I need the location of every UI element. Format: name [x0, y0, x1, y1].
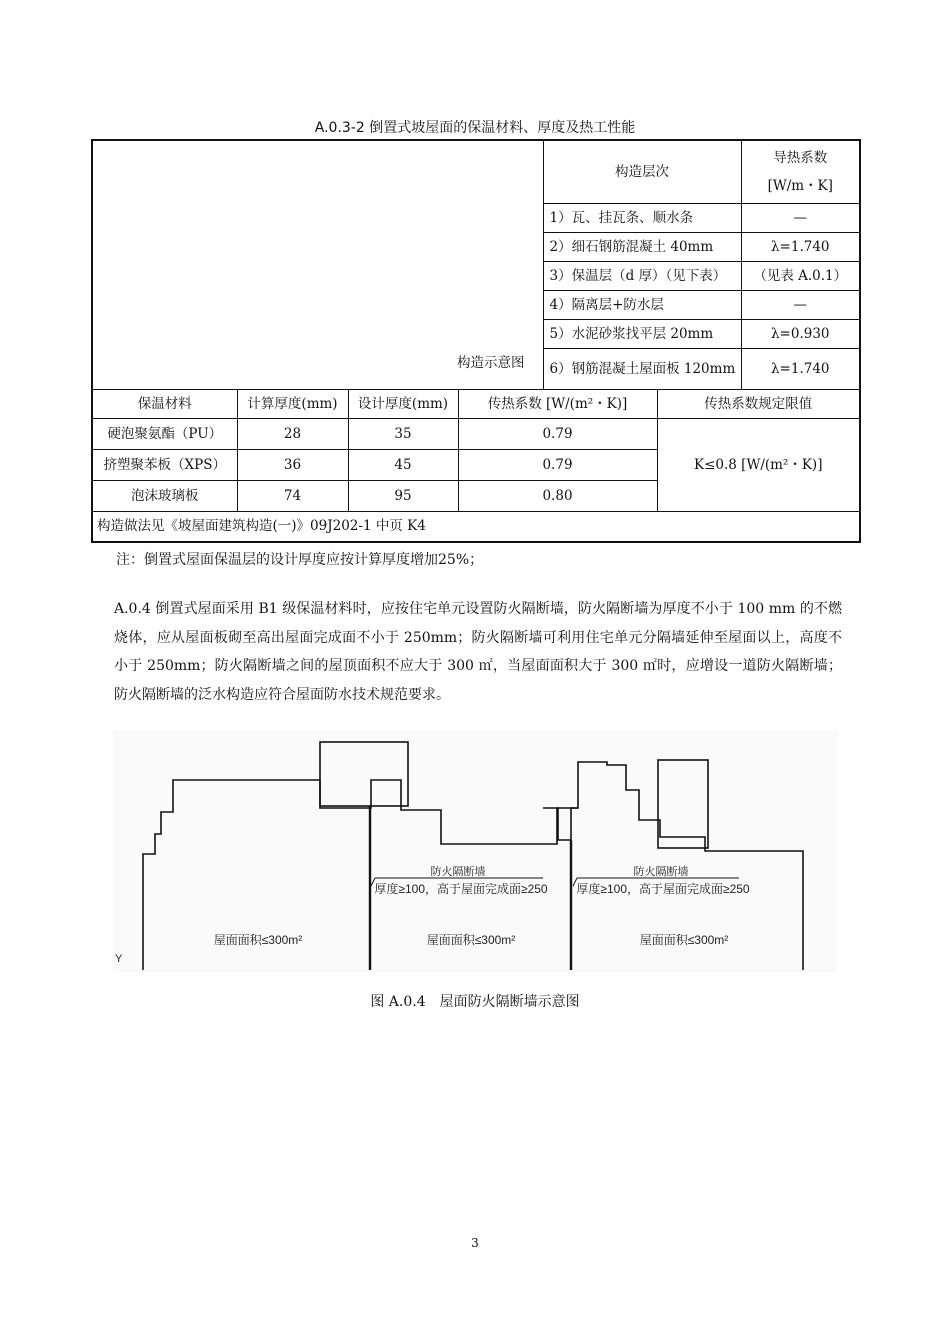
wall-label-left: 防火隔断墙: [430, 866, 486, 878]
column-header: 设计厚度(mm): [348, 390, 458, 419]
area-label-1: 屋面面积≤300m²: [213, 933, 303, 947]
design-thickness-cell: 45: [348, 450, 458, 481]
header-conductivity-line2: [W/m・K]: [767, 178, 833, 194]
calc-thickness-cell: 36: [237, 450, 348, 481]
wall-spec-right: 厚度≥100，高于屋面完成面≥250: [576, 882, 750, 896]
k-value-cell: 0.79: [458, 450, 657, 481]
layer-value: λ=1.740: [741, 233, 860, 262]
design-thickness-cell: 35: [348, 419, 458, 450]
layer-name: 5）水泥砂浆找平层 20mm: [543, 320, 741, 349]
column-header: 保温材料: [92, 390, 237, 419]
layer-name: 2）细石钢筋混凝土 40mm: [543, 233, 741, 262]
layer-value: λ=0.930: [741, 320, 860, 349]
firewall-diagram: [113, 730, 837, 972]
column-header: 传热系数 [W/(m²・K)]: [458, 390, 657, 419]
diagram-cell: [92, 140, 543, 390]
area-label-3: 屋面面积≤300m²: [639, 933, 729, 947]
table-title: A.0.3-2 倒置式坡屋面的保温材料、厚度及热工性能: [314, 120, 636, 136]
firewall-figure: [113, 730, 837, 972]
material-cell: 挤塑聚苯板（XPS）: [92, 450, 237, 481]
figure-caption: 图 A.0.4 屋面防火隔断墙示意图: [370, 994, 580, 1010]
header-conductivity: [741, 140, 860, 204]
layer-value: λ=1.740: [741, 349, 860, 390]
material-cell: 硬泡聚氨酯（PU）: [92, 419, 237, 450]
axis-label: Y: [115, 953, 123, 965]
wall-label-right: 防火隔断墙: [633, 866, 689, 878]
area-label-2: 屋面面积≤300m²: [426, 933, 516, 947]
layer-name: 4）隔离层+防水层: [543, 291, 741, 320]
header-conductivity-line1: 导热系数: [773, 150, 828, 166]
clause-paragraph: A.0.4 倒置式屋面采用 B1 级保温材料时，应按住宅单元设置防火隔断墙，防火隔断墙为厚度不小于 100 mm 的不燃烧体，应从屋面板砌至高出屋面完成面不小于 250mm；防火隔断墙可利用住宅单元分隔墙延伸至屋面以上，高度不小于 250mm；防火隔断墙之间的屋顶面积不应大于 300 ㎡，当屋面面积大于 300 ㎡时，应增设一道防火隔断墙；防火隔断墙的泛水构造应符合屋面防水技术规范要求。: [114, 601, 842, 703]
k-value-cell: 0.79: [458, 419, 657, 450]
reference-cell: 构造做法见《坡屋面建筑构造(一)》09J202-1 中页 K4: [92, 512, 860, 542]
column-header: 计算厚度(mm): [237, 390, 348, 419]
wall-spec-left: 厚度≥100，高于屋面完成面≥250: [374, 882, 548, 896]
layer-value: （见表 A.0.1）: [741, 262, 860, 291]
layer-name: 6）钢筋混凝土屋面板 120mm: [543, 349, 741, 390]
limit-cell: K≤0.8 [W/(m²・K)]: [657, 419, 860, 512]
layer-name: 1）瓦、挂瓦条、顺水条: [543, 204, 741, 233]
layer-value: —: [741, 204, 860, 233]
k-value-cell: 0.80: [458, 481, 657, 512]
diagram-label: 构造示意图: [457, 354, 525, 371]
layer-name: 3）保温层（d 厚）（见下表）: [543, 262, 741, 291]
header-layers: 构造层次: [543, 140, 741, 204]
material-cell: 泡沫玻璃板: [92, 481, 237, 512]
design-thickness-cell: 95: [348, 481, 458, 512]
table-note: 注：倒置式屋面保温层的设计厚度应按计算厚度增加25%；: [116, 552, 484, 568]
calc-thickness-cell: 74: [237, 481, 348, 512]
layer-value: —: [741, 291, 860, 320]
column-header: 传热系数规定限值: [657, 390, 860, 419]
calc-thickness-cell: 28: [237, 419, 348, 450]
insulation-table: [91, 139, 861, 543]
page-number: 3: [471, 1236, 479, 1250]
